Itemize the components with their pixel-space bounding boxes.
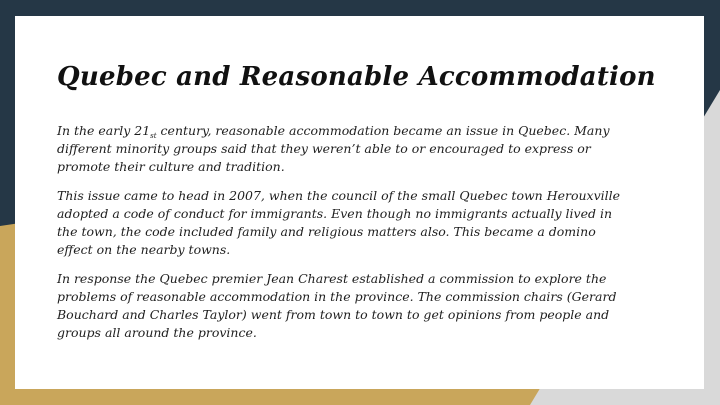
paragraph-commission: In response the Quebec premier Jean Charest established a commission to explore the problems of reasonable accommodation in the province. The commission chairs (Gerard Bouchard and Charles Taylor) went from town to town to get opinions from people and groups all around the province. [57, 271, 617, 340]
superscript-st: st [150, 132, 157, 140]
paragraph-21st-century [57, 122, 627, 176]
paragraph-1-text-start: In the early 21 [57, 123, 151, 138]
slide-title: Quebec and Reasonable Accommodation [57, 62, 656, 92]
paragraph-1-text-end: century, reasonable accommodation became an issue in Quebec. Many different minority groups said that they weren’t able to or encouraged to express or promote their culture and tradition. [57, 123, 610, 174]
slide-body [57, 122, 627, 353]
paragraph-herouxville: This issue came to head in 2007, when the council of the small Quebec town Herouxville adopted a code of conduct for immigrants. Even though no immigrants actually lived in the town, the code included family and religious matters also. This became a domino effect on the nearby towns. [57, 188, 621, 257]
